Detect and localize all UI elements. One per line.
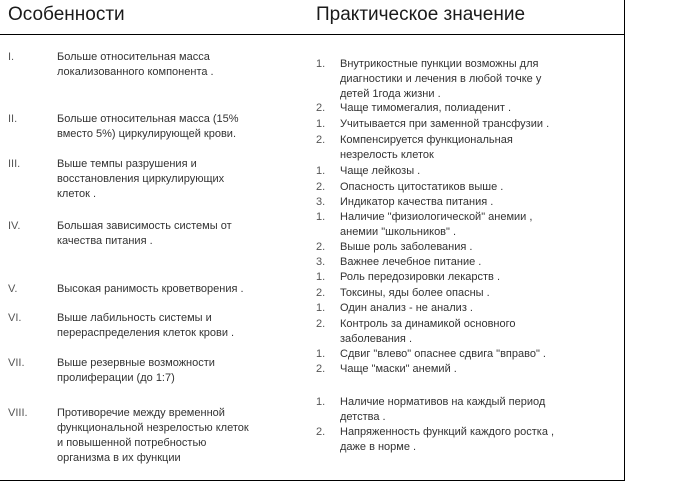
- feature-item-number: VI.: [8, 312, 22, 324]
- practical-item-number: 1.: [316, 58, 326, 70]
- practical-item-number: 1.: [316, 211, 326, 223]
- feature-item-number: III.: [8, 158, 21, 170]
- feature-item-number: VII.: [8, 357, 25, 369]
- practical-item-text: [340, 101, 612, 116]
- feature-item-line: Выше темпы разрушения и: [57, 158, 197, 170]
- feature-item-line: восстановления циркулирующих: [57, 173, 225, 185]
- practical-item-text: [340, 317, 612, 347]
- feature-item-line: Больше относительная масса (15%: [57, 113, 239, 125]
- practical-item-text: [340, 57, 612, 102]
- practical-item-number: 2.: [316, 102, 326, 114]
- feature-item-line: перераспределения клеток крови .: [57, 327, 235, 339]
- feature-item-text: [57, 219, 289, 249]
- feature-item-line: функциональной незрелостью клеток: [57, 422, 249, 434]
- practical-item-text: [340, 270, 612, 285]
- feature-item-text: [57, 282, 289, 297]
- practical-item-line: анемии "школьников" .: [340, 226, 457, 238]
- practical-item-text: [340, 395, 612, 425]
- practical-item-number: 1.: [316, 165, 326, 177]
- practical-item-line: Роль передозировки лекарств .: [340, 271, 501, 283]
- practical-item-line: Выше роль заболевания .: [340, 241, 473, 253]
- practical-item-text: [340, 301, 612, 316]
- practical-item-number: 2.: [316, 318, 326, 330]
- feature-item-text: [57, 157, 289, 202]
- feature-item-number: II.: [8, 113, 18, 125]
- practical-item-line: Напряженность функций каждого ростка ,: [340, 426, 555, 438]
- feature-item-line: Противоречие между временной: [57, 407, 225, 419]
- practical-item-number: 2.: [316, 181, 326, 193]
- practical-item-line: незрелость клеток: [340, 149, 434, 161]
- practical-item-number: 1.: [316, 271, 326, 283]
- feature-item-text: [57, 50, 289, 80]
- practical-item-number: 1.: [316, 302, 326, 314]
- practical-item-number: 3.: [316, 256, 326, 268]
- column-header-features: Особенности: [8, 4, 125, 25]
- feature-item-number: I.: [8, 51, 15, 63]
- practical-item-text: [340, 425, 612, 455]
- practical-item-line: заболевания .: [340, 333, 412, 345]
- practical-item-text: [340, 347, 612, 362]
- practical-item-number: 1.: [316, 118, 326, 130]
- practical-item-line: Токсины, яды более опасны .: [340, 287, 490, 299]
- practical-item-line: детства .: [340, 411, 386, 423]
- feature-item-line: организма в их функции: [57, 452, 181, 464]
- practical-item-text: [340, 255, 612, 270]
- feature-item-line: локализованного компонента .: [57, 66, 214, 78]
- feature-item-line: Выше лабильность системы и: [57, 312, 212, 324]
- practical-item-line: Важнее лечебное питание .: [340, 256, 482, 268]
- practical-item-number: 2.: [316, 241, 326, 253]
- practical-item-line: Внутрикостные пункции возможны для: [340, 58, 539, 70]
- feature-item-text: [57, 112, 289, 142]
- practical-item-line: диагностики и лечения в любой точке у: [340, 73, 542, 85]
- feature-item-number: VIII.: [8, 407, 28, 419]
- practical-item-line: детей 1года жизни .: [340, 88, 441, 100]
- practical-item-number: 2.: [316, 134, 326, 146]
- practical-item-line: Контроль за динамикой основного: [340, 318, 516, 330]
- feature-item-line: Выше резервные возможности: [57, 357, 215, 369]
- practical-item-text: [340, 286, 612, 301]
- column-header-practical: Практическое значение: [316, 4, 526, 25]
- practical-item-line: Наличие нормативов на каждый период: [340, 396, 546, 408]
- practical-item-line: Опасность цитостатиков выше .: [340, 181, 504, 193]
- feature-item-line: и повышенной потребностью: [57, 437, 207, 449]
- practical-item-number: 1.: [316, 348, 326, 360]
- practical-item-number: 3.: [316, 196, 326, 208]
- practical-item-text: [340, 210, 612, 240]
- feature-item-line: Больше относительная масса: [57, 51, 210, 63]
- practical-item-text: [340, 195, 612, 210]
- practical-item-number: 2.: [316, 363, 326, 375]
- feature-item-line: качества питания .: [57, 235, 153, 247]
- practical-item-text: [340, 362, 612, 377]
- practical-item-text: [340, 133, 612, 163]
- feature-item-text: [57, 406, 289, 466]
- practical-item-line: Чаще "маски" анемий .: [340, 363, 457, 375]
- feature-item-line: Высокая ранимость кроветворения .: [57, 283, 244, 295]
- practical-item-line: Наличие "физиологической" анемии ,: [340, 211, 533, 223]
- practical-item-line: Индикатор качества питания .: [340, 196, 494, 208]
- practical-item-line: даже в норме .: [340, 441, 417, 453]
- feature-item-number: V.: [8, 283, 18, 295]
- practical-item-line: Один анализ - не анализ .: [340, 302, 473, 314]
- practical-item-line: Чаще тимомегалия, полиаденит .: [340, 102, 512, 114]
- feature-item-text: [57, 356, 289, 386]
- practical-item-line: Учитывается при заменной трансфузии .: [340, 118, 550, 130]
- feature-item-line: Большая зависимость системы от: [57, 220, 232, 232]
- practical-item-number: 2.: [316, 426, 326, 438]
- feature-item-number: IV.: [8, 220, 21, 232]
- feature-item-text: [57, 311, 289, 341]
- feature-item-line: пролиферации (до 1:7): [57, 372, 175, 384]
- practical-item-number: 2.: [316, 287, 326, 299]
- header-divider: [0, 34, 625, 35]
- practical-item-text: [340, 240, 612, 255]
- practical-item-line: Компенсируется функциональная: [340, 134, 513, 146]
- practical-item-line: Чаще лейкозы .: [340, 165, 421, 177]
- practical-item-line: Сдвиг "влево" опаснее сдвига "вправо" .: [340, 348, 546, 360]
- practical-item-text: [340, 164, 612, 179]
- practical-item-number: 1.: [316, 396, 326, 408]
- practical-item-text: [340, 180, 612, 195]
- practical-item-text: [340, 117, 612, 132]
- feature-item-line: клеток .: [57, 188, 97, 200]
- feature-item-line: вместо 5%) циркулирующей крови.: [57, 128, 237, 140]
